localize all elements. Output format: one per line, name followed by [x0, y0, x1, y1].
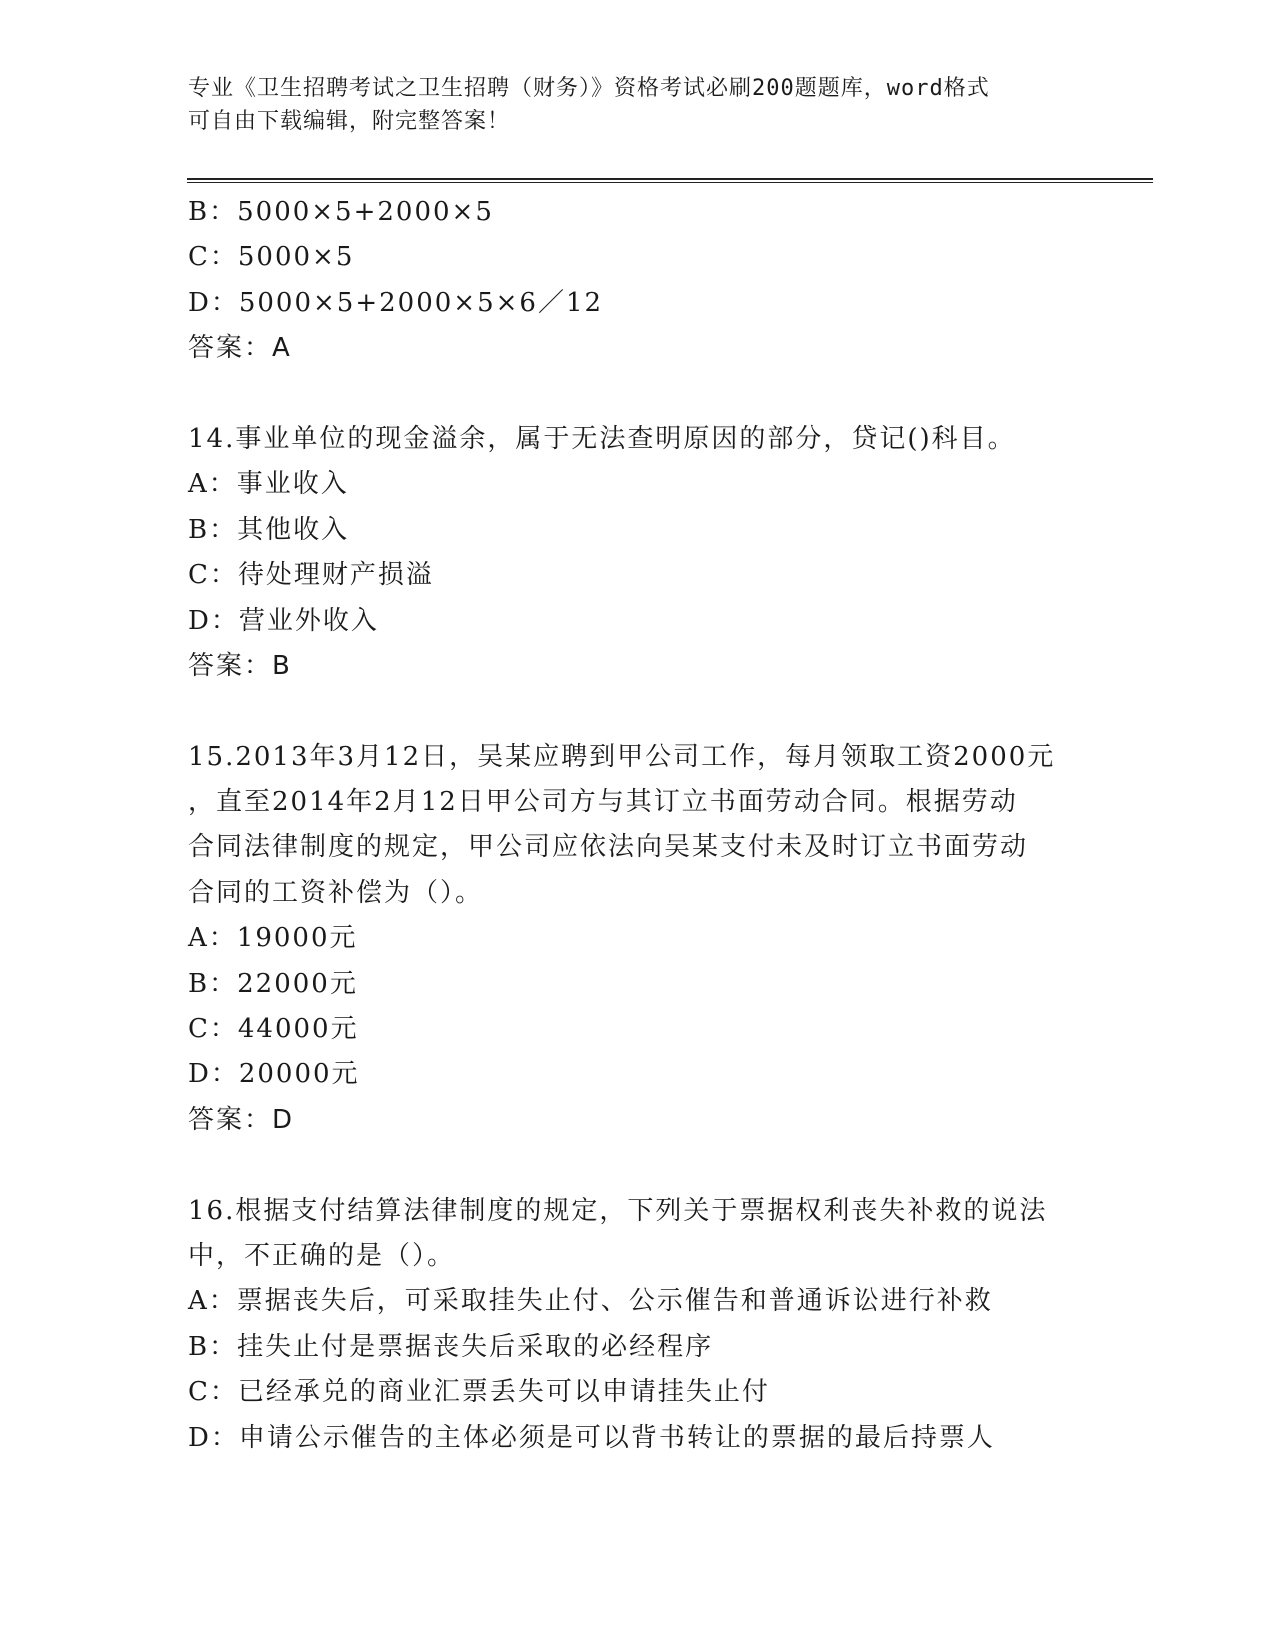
- question-text: 合同法律制度的规定，甲公司应依法向吴某支付未及时订立书面劳动: [188, 832, 1029, 863]
- header-title-line-2: 可自由下载编辑，附完整答案！: [188, 109, 511, 134]
- question-content: [188, 190, 1088, 1461]
- option-d: D：营业外收入: [188, 605, 379, 636]
- option-d: D：申请公示催告的主体必须是可以背书转让的票据的最后持票人: [188, 1422, 995, 1453]
- option-b: B：其他收入: [188, 514, 350, 545]
- question-text: 16.根据支付结算法律制度的规定，下列关于票据权利丧失补救的说法: [188, 1195, 1048, 1226]
- question-text: 14.事业单位的现金溢余，属于无法查明原因的部分，贷记()科目。: [188, 423, 1016, 454]
- header-title-line-1: 专业《卫生招聘考试之卫生招聘（财务）》资格考试必刷200题题库，word格式: [188, 76, 990, 101]
- answer: 答案：D: [188, 1104, 295, 1135]
- spacer: [188, 1143, 1088, 1188]
- page-header: [188, 72, 1088, 138]
- option-a: A：票据丧失后，可采取挂失止付、公示催告和普通诉讼进行补救: [188, 1286, 993, 1317]
- option-c: C：5000×5: [188, 242, 355, 273]
- question-text: 合同的工资补偿为（）。: [188, 877, 484, 908]
- option-b: B：挂失止付是票据丧失后采取的必经程序: [188, 1331, 714, 1362]
- question-14: [188, 417, 1088, 689]
- header-divider: [187, 178, 1153, 183]
- option-b: B：22000元: [188, 968, 358, 999]
- question-text: 中，不正确的是（）。: [188, 1240, 456, 1271]
- option-c: C：待处理财产损溢: [188, 560, 434, 591]
- option-d: D：5000×5+2000×5×6／12: [188, 287, 604, 318]
- question-text: ，直至2014年2月12日甲公司方与其订立书面劳动合同。根据劳动: [188, 787, 1018, 818]
- question-16: [188, 1189, 1088, 1461]
- question-text: 15.2013年3月12日，吴某应聘到甲公司工作，每月领取工资2000元: [188, 741, 1056, 772]
- option-a: A：事业收入: [188, 469, 349, 500]
- option-a: A：19000元: [188, 923, 358, 954]
- option-d: D：20000元: [188, 1059, 360, 1090]
- option-c: C：44000元: [188, 1014, 359, 1045]
- question-13-continued: [188, 190, 1088, 372]
- option-b: B：5000×5+2000×5: [188, 197, 494, 227]
- spacer: [188, 689, 1088, 734]
- option-c: C：已经承兑的商业汇票丢失可以申请挂失止付: [188, 1377, 770, 1408]
- question-15: [188, 735, 1088, 1144]
- spacer: [188, 372, 1088, 417]
- answer: 答案：B: [188, 650, 292, 681]
- answer: 答案：A: [188, 333, 292, 364]
